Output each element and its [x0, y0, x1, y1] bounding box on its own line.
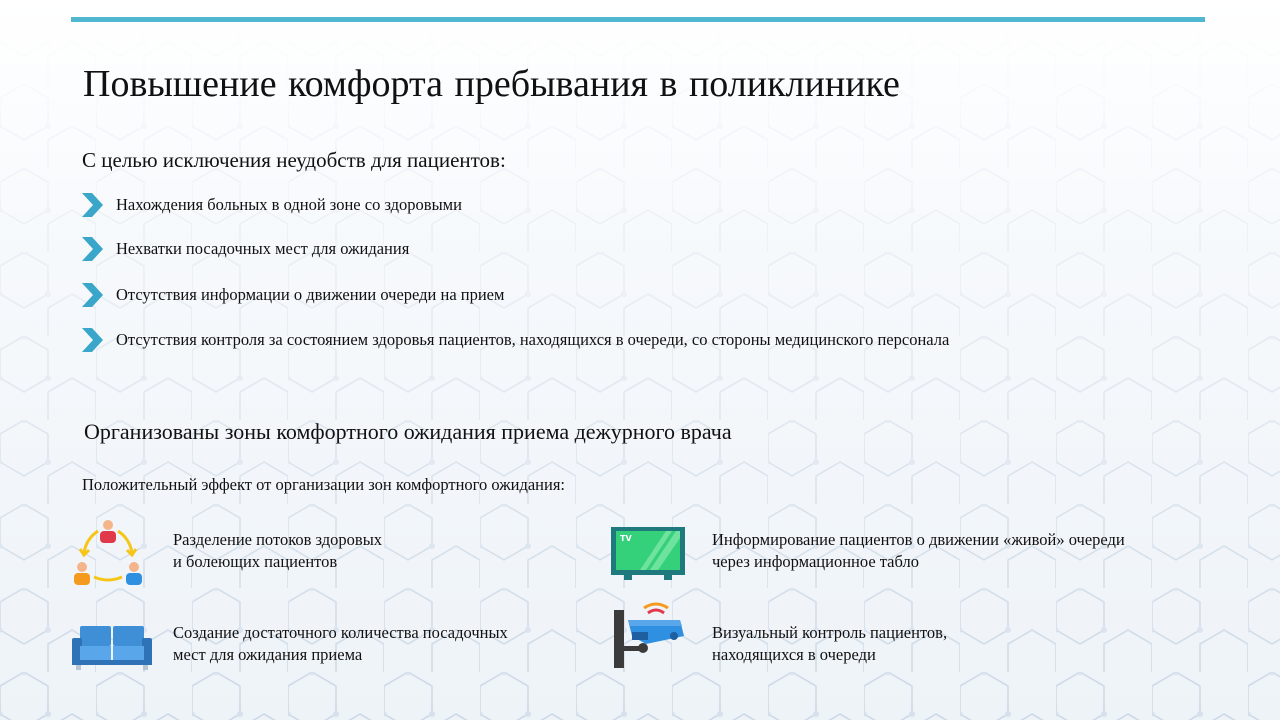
intro-text: С целью исключения неудобств для пациентов:: [82, 148, 506, 172]
bullet-text: Нехватки посадочных мест для ожидания: [116, 239, 410, 258]
chevron-bullet-icon: [80, 192, 104, 218]
effect-line: находящихся в очереди: [712, 645, 876, 664]
effects-subheading: Положительный эффект от организации зон комфортного ожидания:: [82, 475, 566, 494]
bullet-item: [80, 236, 409, 262]
effect-line: через информационное табло: [712, 552, 919, 571]
bullet-item: [80, 192, 462, 218]
slide-title: Повышение комфорта пребывания в поликлинике: [83, 63, 900, 105]
effect-text: [173, 529, 382, 573]
effect-line: Создание достаточного количества посадочных: [173, 623, 508, 642]
svg-text:TV: TV: [620, 534, 632, 543]
chevron-bullet-icon: [80, 236, 104, 262]
people-flow-icon: [72, 517, 144, 589]
bullet-text: Отсутствия информации о движении очереди на прием: [116, 285, 505, 304]
bullet-item: [80, 327, 949, 353]
effect-line: Визуальный контроль пациентов,: [712, 623, 948, 642]
effect-text: [712, 529, 1125, 573]
chevron-bullet-icon: [80, 327, 104, 353]
top-accent-rule: [71, 17, 1205, 22]
effect-line: и болеющих пациентов: [173, 552, 338, 571]
effect-line: Информирование пациентов о движении «живой» очереди: [712, 530, 1125, 549]
effect-line: Разделение потоков здоровых: [173, 530, 383, 549]
effect-line: мест для ожидания приема: [173, 645, 363, 664]
chevron-bullet-icon: [80, 282, 104, 308]
effect-text: [173, 622, 508, 666]
bullet-item: [80, 282, 504, 308]
sofa-icon: [72, 624, 152, 670]
zones-heading: Организованы зоны комфортного ожидания приема дежурного врача: [84, 419, 732, 444]
effect-text: [712, 622, 947, 666]
bullet-text: Нахождения больных в одной зоне со здоровыми: [116, 195, 462, 214]
tv-screen-icon: [610, 526, 686, 580]
bullet-text: Отсутствия контроля за состоянием здоровья пациентов, находящихся в очереди, со стороны медицинского персонала: [116, 330, 950, 349]
security-camera-icon: [610, 590, 686, 670]
